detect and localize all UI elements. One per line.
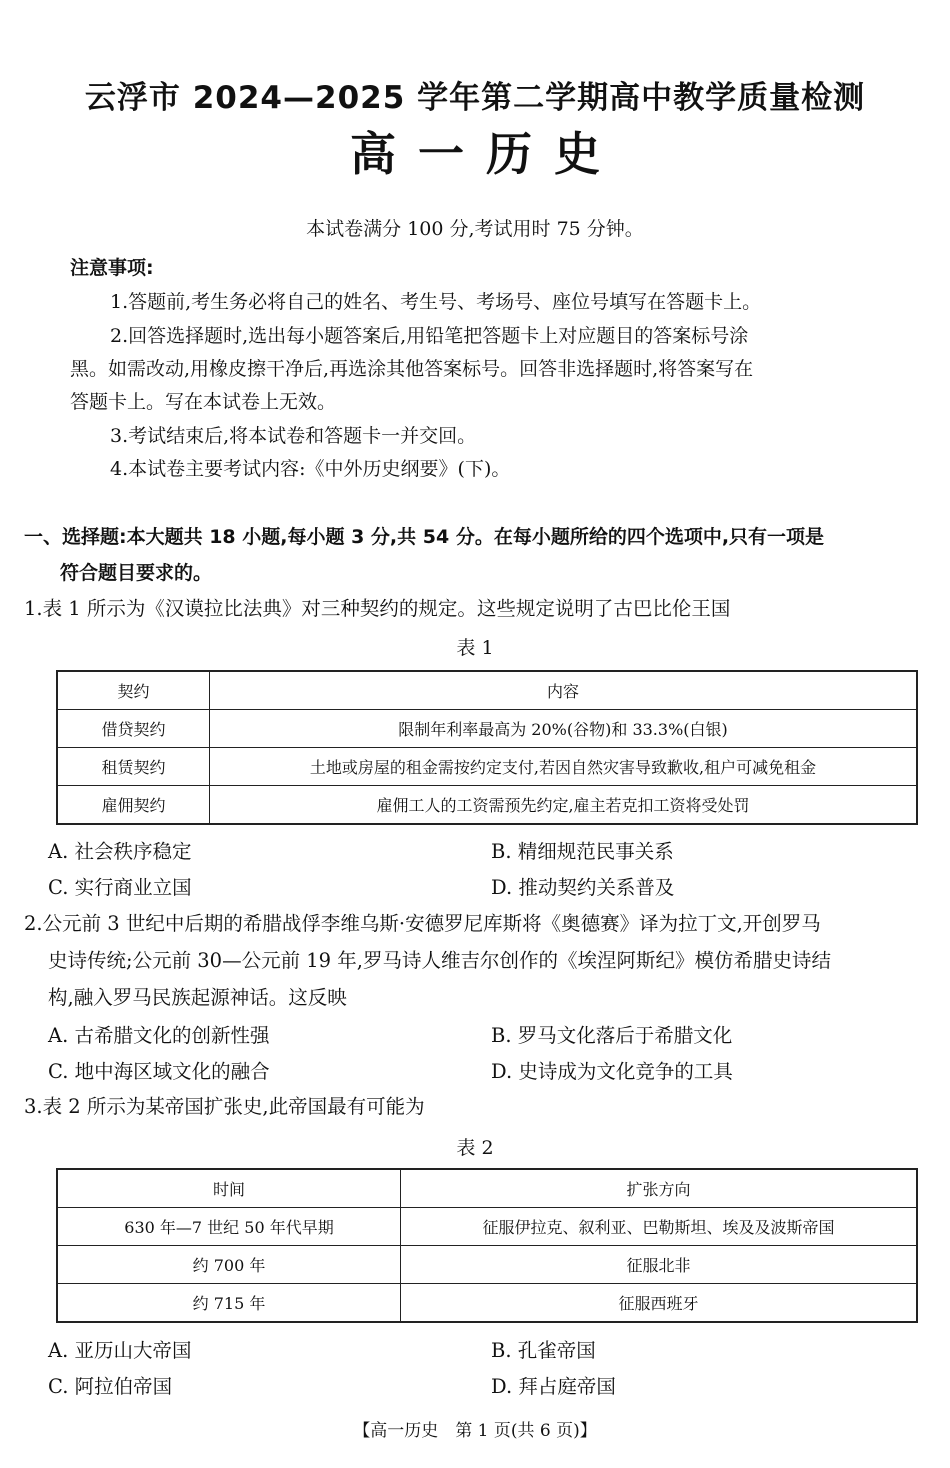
table-row: [57, 710, 917, 748]
notice-item-2-cont: 黑。如需改动,用橡皮擦干净后,再选涂其他答案标号。回答非选择题时,将答案写在: [70, 358, 754, 380]
notice-item-3: 3.考试结束后,将本试卷和答题卡一并交回。: [110, 425, 477, 447]
table-cell: 约 715 年: [57, 1284, 401, 1323]
section-one-heading: [24, 519, 934, 591]
q3-option-b: B. 孔雀帝国: [491, 1339, 596, 1362]
q3-option-c: C. 阿拉伯帝国: [48, 1375, 173, 1398]
table-cell: 雇佣工人的工资需预先约定,雇主若克扣工资将受处罚: [210, 786, 918, 825]
table-1-caption: 表 1: [456, 637, 494, 659]
table-row: [57, 748, 917, 786]
question-3-stem: 3.表 2 所示为某帝国扩张史,此帝国最有可能为: [24, 1095, 425, 1118]
q1-option-a: A. 社会秩序稳定: [48, 840, 192, 863]
table-cell: 征服西班牙: [401, 1284, 918, 1323]
q2-option-d: D. 史诗成为文化竞争的工具: [491, 1060, 733, 1083]
table-row: [57, 1246, 917, 1284]
notice-item-1: 1.答题前,考生务必将自己的姓名、考生号、考场号、座位号填写在答题卡上。: [110, 291, 762, 313]
q2-option-b: B. 罗马文化落后于希腊文化: [491, 1024, 733, 1047]
table-row: [57, 786, 917, 825]
table-header-cell: 契约: [57, 671, 210, 710]
question-2-line-1: 2.公元前 3 世纪中后期的希腊战俘李维乌斯·安德罗尼库斯将《奥德赛》译为拉丁文,开创罗马: [24, 912, 821, 935]
notice-item-4: 4.本试卷主要考试内容:《中外历史纲要》(下)。: [110, 458, 511, 480]
q3-option-a: A. 亚历山大帝国: [48, 1339, 192, 1362]
table-1: [56, 670, 918, 825]
table-header-cell: 扩张方向: [401, 1169, 918, 1208]
notice-heading: 注意事项:: [70, 257, 154, 279]
question-2-line-2: 史诗传统;公元前 30—公元前 19 年,罗马诗人维吉尔创作的《埃涅阿斯纪》模仿希腊史诗结: [48, 949, 831, 972]
table-header-cell: 内容: [210, 671, 918, 710]
table-2-caption: 表 2: [456, 1137, 494, 1159]
exam-info: 本试卷满分 100 分,考试用时 75 分钟。: [306, 218, 644, 240]
table-row: [57, 1169, 917, 1208]
q2-option-c: C. 地中海区域文化的融合: [48, 1060, 270, 1083]
section-one-line-2: 符合题目要求的。: [60, 562, 213, 584]
table-cell: 雇佣契约: [57, 786, 210, 825]
table-cell: 限制年利率最高为 20%(谷物)和 33.3%(白银): [210, 710, 918, 748]
question-2-stem: [24, 905, 929, 1016]
exam-title: 云浮市 2024—2025 学年第二学期高中教学质量检测: [84, 80, 866, 116]
q2-option-a: A. 古希腊文化的创新性强: [48, 1024, 270, 1047]
section-one-line-1: 一、选择题:本大题共 18 小题,每小题 3 分,共 54 分。在每小题所给的四个选项中,只有一项是: [24, 526, 825, 548]
table-cell: 土地或房屋的租金需按约定支付,若因自然灾害导致歉收,租户可减免租金: [210, 748, 918, 786]
q1-option-c: C. 实行商业立国: [48, 876, 192, 899]
table-cell: 租赁契约: [57, 748, 210, 786]
subject-title: 高一历史: [350, 127, 622, 181]
q1-option-d: D. 推动契约关系普及: [491, 876, 675, 899]
table-row: [57, 1284, 917, 1323]
table-row: [57, 671, 917, 710]
table-2: [56, 1168, 918, 1323]
question-2-line-3: 构,融入罗马民族起源神话。这反映: [48, 986, 347, 1009]
question-1-stem: 1.表 1 所示为《汉谟拉比法典》对三种契约的规定。这些规定说明了古巴比伦王国: [24, 597, 731, 620]
q3-option-d: D. 拜占庭帝国: [491, 1375, 616, 1398]
table-cell: 630 年—7 世纪 50 年代早期: [57, 1208, 401, 1246]
page-footer: 【高一历史 第 1 页(共 6 页)】: [353, 1421, 597, 1441]
table-cell: 约 700 年: [57, 1246, 401, 1284]
notice-item-2-end: 答题卡上。写在本试卷上无效。: [70, 391, 337, 413]
table-cell: 借贷契约: [57, 710, 210, 748]
table-row: [57, 1208, 917, 1246]
notice-item-2: 2.回答选择题时,选出每小题答案后,用铅笔把答题卡上对应题目的答案标号涂: [110, 325, 749, 347]
table-cell: 征服北非: [401, 1246, 918, 1284]
q1-option-b: B. 精细规范民事关系: [491, 840, 674, 863]
table-header-cell: 时间: [57, 1169, 401, 1208]
table-cell: 征服伊拉克、叙利亚、巴勒斯坦、埃及及波斯帝国: [401, 1208, 918, 1246]
